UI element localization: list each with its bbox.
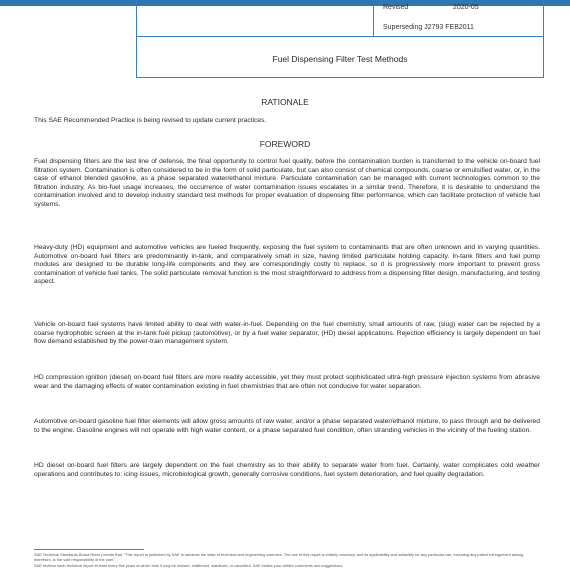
header-divider	[137, 36, 543, 37]
rationale-heading: RATIONALE	[261, 97, 309, 107]
document-header-box	[136, 0, 544, 78]
revised-date: 2020-05	[453, 4, 479, 11]
header-column-divider	[373, 0, 374, 36]
rationale-text: This SAE Recommended Practice is being revised to update current practices.	[34, 117, 267, 124]
foreword-paragraph: Vehicle on-board fuel systems have limited ability to deal with water-in-fuel. Depending on the fuel chemistry, small amounts of raw, (slug) water can be rejected by a coarse hydrophobic screen at the in-tank fuel pickup (automotive), or by a fuel water separator, (HD) diesel applications. Rejection efficiency is largely dependent on fuel flow demand established by the power-train management system.	[34, 321, 540, 346]
foreword-heading: FOREWORD	[259, 139, 311, 149]
foreword-paragraph: Fuel dispensing filters are the last line of defense, the final opportunity to control fuel quality, before the contamination burden is transferred to the vehicle on-board fuel filtration system. Contamination is often considered to be in the form of solid particulate, but can also consist of chemical compounds, coarse or emulsified water, or, in the case of ethanol blended gasoline, as a phase separated water/ethanol mixture. Particulate contamination can be managed with current technologies common to the filtration industry. As bio-fuel usage increases, the occurrence of water contamination issues escalates in a similar trend. Therefore, it is desirable to understand the contamination involved and to develop industry standard test methods for proper evaluation of dispensing filter performance, which can facilitate protection of vehicle fuel systems.	[34, 158, 540, 208]
foreword-paragraph: Automotive on-board gasoline fuel filter elements will allow gross amounts of raw water, and/or a phase separated water/ethanol mixture, to pass through and be delivered to the engine. Gasoline engines will not operate with high water content, or a phase separated fuel condition, often stranding vehicles in the vicinity of the fueling station.	[34, 418, 540, 434]
foreword-paragraph: Heavy-duty (HD) equipment and automotive vehicles are fueled frequently, exposing the fuel system to contaminants that are often unknown and in varying quantities. Automotive on-board fuel filters are predominantly in-tank, and comparatively small in size, having limited particulate holding capacity. In-tank filters and fuel pump modules are designed to be durable long-life components and they are correspondingly costly to replace, so it is progressively more important to prevent gross contamination of vehicle fuel tanks. The solid particulate removal function is the most straightforward to address from a dispensing filter design, manufacturing, and testing aspect.	[34, 244, 540, 286]
footer-notice: SAE Technical Standards Board Rules provide that: "This report is published by SAE to advance the state of technical and engineering sciences. The use of this report is entirely voluntary, and its applicability and suitability for any particular use, including any patent infringement arising therefrom, is the sole responsibility of the user."	[34, 552, 524, 562]
document-title: Fuel Dispensing Filter Test Methods	[272, 54, 408, 64]
revised-label: Revised	[383, 4, 409, 11]
foreword-paragraph: HD compression ignition (diesel) on-board fuel filters are more readily accessible, yet they must protect sophisticated ultra-high pressure injection systems from abrasive wear and the damaging effects of water contamination existing in fuel chemistries that are often not conducive for water separation.	[34, 374, 540, 390]
footer-rule	[34, 549, 144, 550]
footer-review-note: SAE reviews each technical report at least every five years at which time it may be revised, reaffirmed, stabilized, or cancelled. SAE invites your written comments and suggestions.	[34, 563, 344, 568]
superseding-note: Superseding J2793 FEB2011	[383, 24, 474, 31]
foreword-paragraph: HD diesel on-board fuel filters are largely dependent on the fuel chemistry as to their ability to separate water from fuel. Certainly, water complicates cold weather operations and contributes to: icing issues, microbiological growth, generally corrosive conditions, fuel system deterioration, and fuel quality degradation.	[34, 462, 540, 478]
